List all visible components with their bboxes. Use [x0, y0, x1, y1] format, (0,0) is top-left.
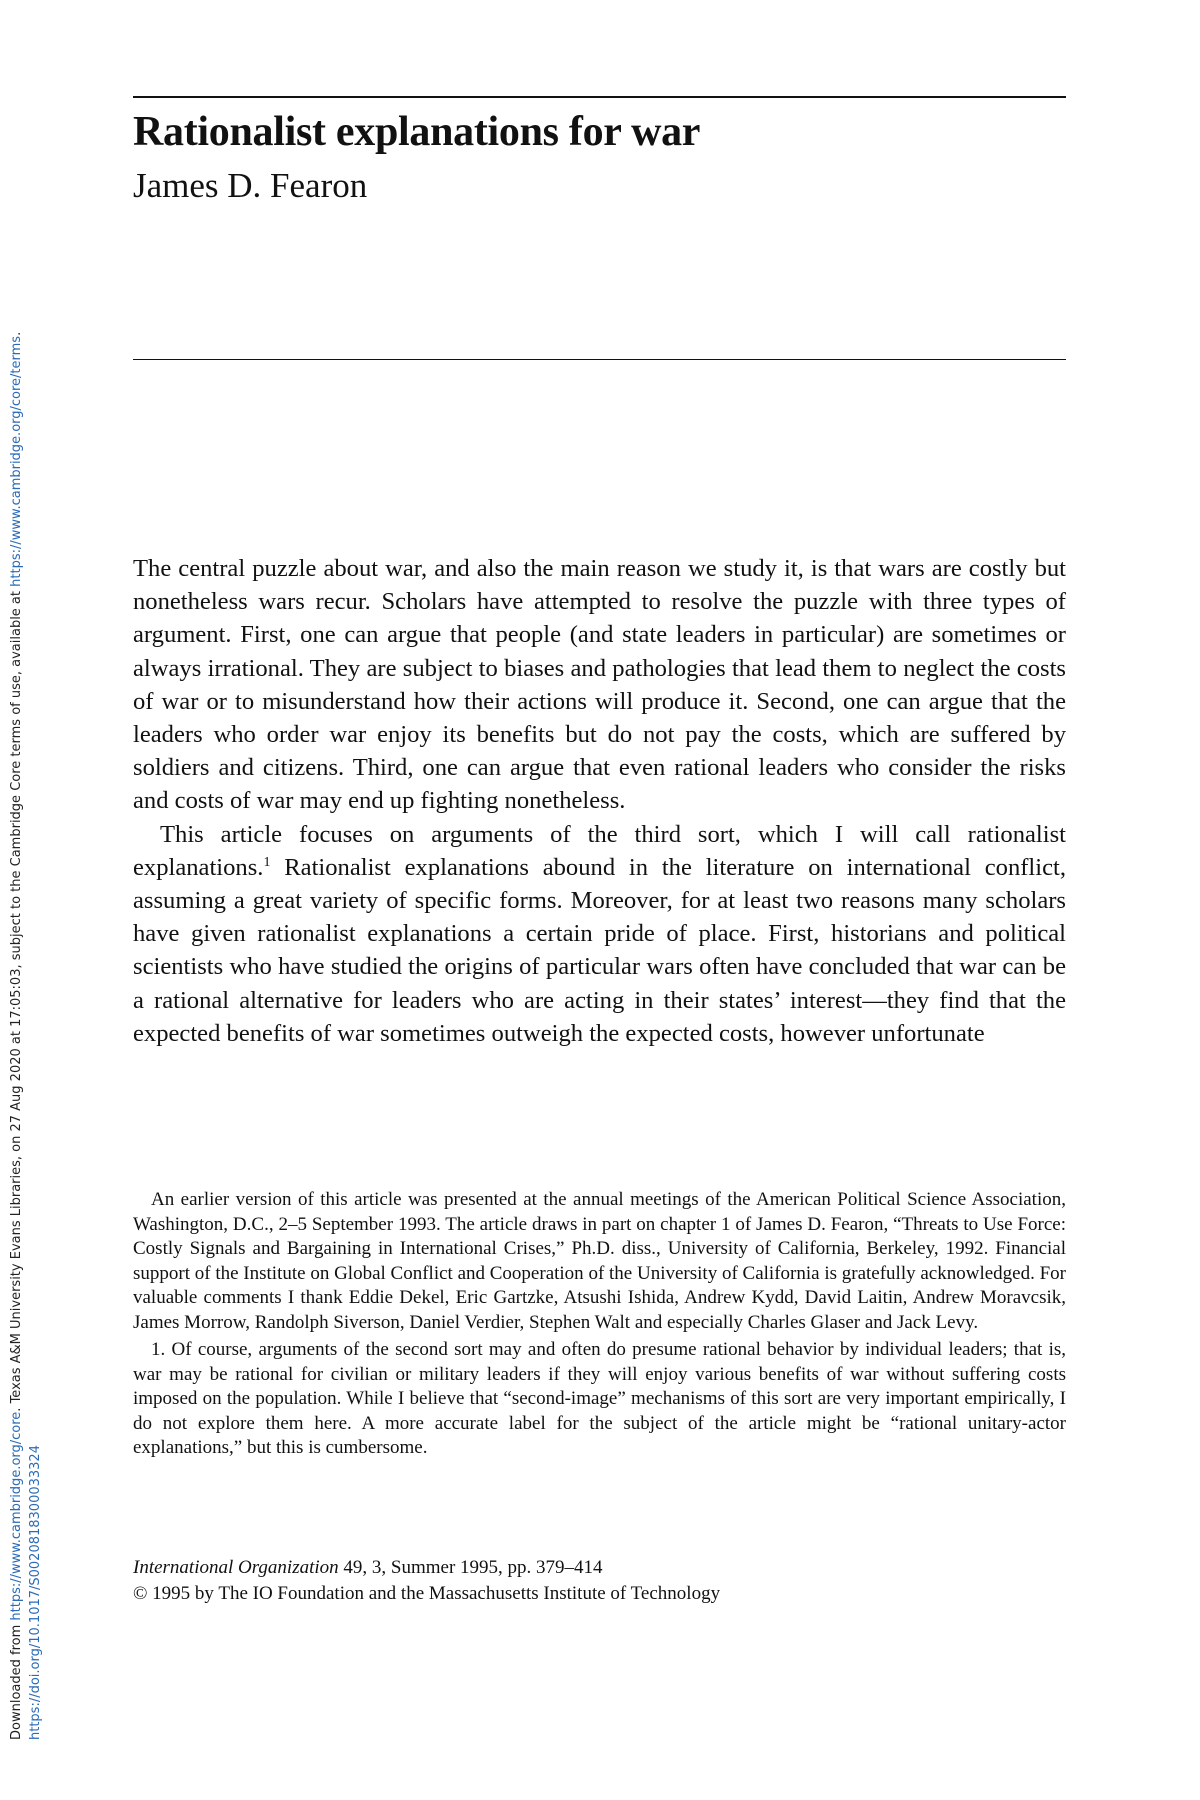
- journal-citation: International Organization 49, 3, Summer 1995, pp. 379–414: [133, 1557, 603, 1578]
- body-paragraph-1: The central puzzle about war, and also the main reason we study it, is that wars are costly but nonetheless wars recur. Scholars have attempted to resolve the puzzle with three types of argument. First, one can argue that people (and state leaders in particular) are sometimes or always irrational. They are subject to biases and pathologies that lead them to neglect the costs of war or to misunderstand how their actions will produce it. Second, one can argue that the leaders who order war enjoy its benefits but do not pay the costs, which are suffered by soldiers and citizens. Third, one can argue that even rational leaders who consider the risks and costs of war may end up fighting nonetheless.: [133, 555, 1066, 815]
- footnotes: [133, 1188, 1066, 1461]
- download-sidebar: [0, 0, 52, 1800]
- article-author: James D. Fearon: [133, 166, 368, 205]
- body-paragraph-2: This article focuses on arguments of the third sort, which I will call rationalist explanations.$^1$ Rationalist explanations abound in the literature on international conflict, assuming a great variety of specific forms. Moreover, for at least two reasons many scholars have given rationalist explanations a certain pride of place. First, historians and political scientists who have studied the origins of particular wars often have concluded that war can be a rational alternative for leaders who are acting in their states’ interest—they find that the expected benefits of war sometimes outweigh the expected costs, however unfortunate: [133, 820, 1066, 1047]
- doi-notice: [28, 1445, 43, 1740]
- cambridge-core-link[interactable]: https://www.cambridge.org/core: [9, 1411, 24, 1621]
- terms-link[interactable]: https://www.cambridge.org/core/terms: [9, 335, 24, 587]
- article-title: Rationalist explanations for war: [133, 109, 701, 155]
- acknowledgment-note: An earlier version of this article was presented at the annual meetings of the American Political Science Association, Washington, D.C., 2–5 September 1993. The article draws in part on chapter 1 of James D. Fearon, “Threats to Use Force: Costly Signals and Bargaining in International Crises,” Ph.D. diss., University of California, Berkeley, 1992. Financial support of the Institute on Global Conflict and Cooperation of the University of California is gratefully acknowledged. For valuable comments I thank Eddie Dekel, Eric Gartzke, Atsushi Ishida, Andrew Kydd, David Laitin, Andrew Moravcsik, James Morrow, Randolph Siverson, Daniel Verdier, Stephen Walt and especially Charles Glaser and Jack Levy.: [133, 1189, 1066, 1333]
- journal-name: International Organization: [133, 1557, 339, 1578]
- top-rule: [133, 96, 1066, 98]
- header-rule: [133, 359, 1066, 360]
- footnote-1: 1. Of course, arguments of the second sort may and often do presume rational behavior by individual leaders; that is, war may be rational for civilian or military leaders if they will enjoy various benefits of war without suffering costs imposed on the population. While I believe that “second-image” mechanisms of this sort are very important empirically, I do not explore them here. A more accurate label for the subject of the article might be “rational unitary-actor explanations,” but this is cumbersome.: [133, 1339, 1066, 1458]
- footnote-ref-1[interactable]: 1: [263, 854, 271, 870]
- article-body: [133, 552, 1066, 1050]
- journal-info: [133, 1555, 1066, 1607]
- download-notice: Downloaded from https://www.cambridge.org/core. Texas A&M University Evans Libraries, on 27 Aug 2020 at 17:05:03, subject to the Cambridge Core terms of use, available at https://www.cambridge.org/core/terms.: [9, 331, 24, 1740]
- doi-link[interactable]: https://doi.org/10.1017/S0020818300033324: [28, 1445, 43, 1740]
- copyright-line: © 1995 by The IO Foundation and the Massachusetts Institute of Technology: [133, 1583, 721, 1604]
